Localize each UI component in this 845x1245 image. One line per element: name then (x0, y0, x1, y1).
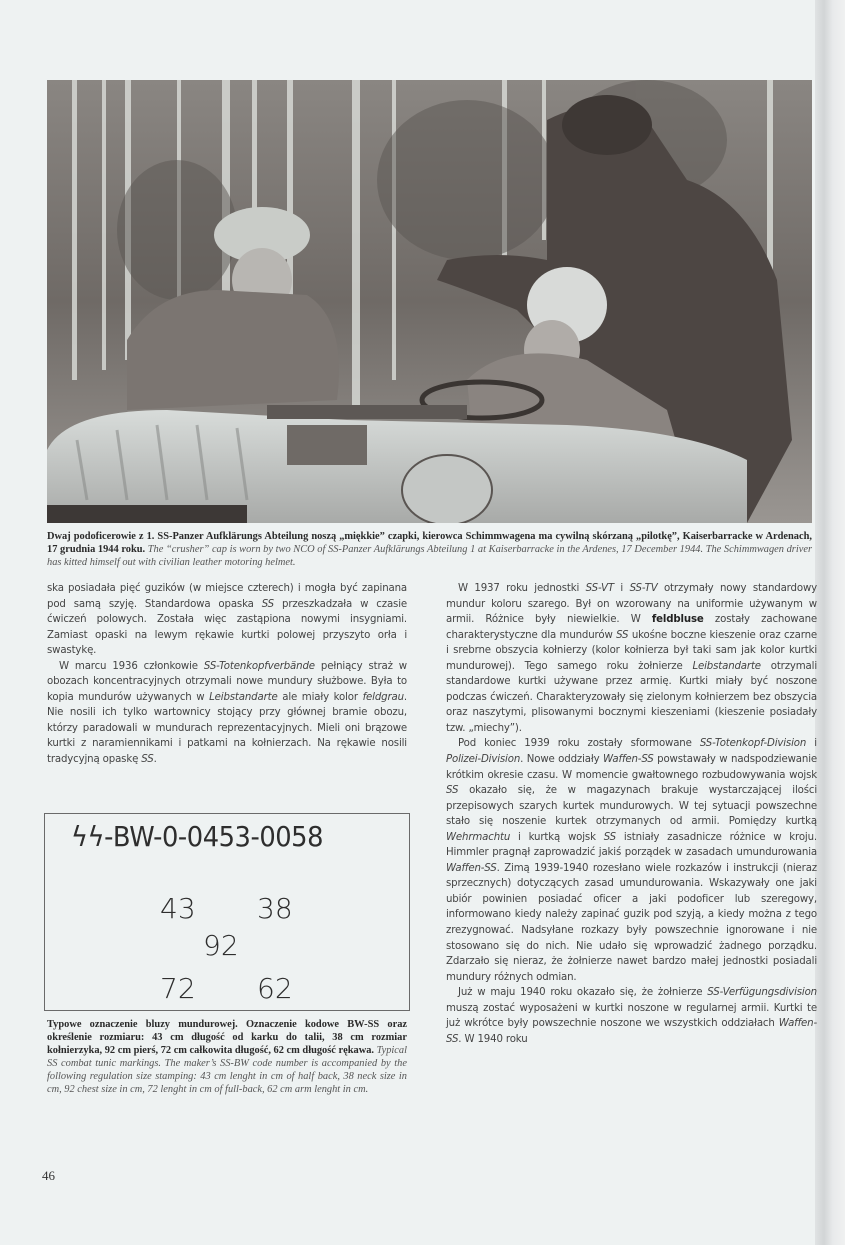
paragraph: W marcu 1936 członkowie SS-Totenkopfverbände pełniący straż w obozach koncentracyjnych otrzymali nowe mundury służbowe. Była to kopia mundurów używanych w Leibstandarte ale miały kolor feldgrau. Nie nosili ich tylko wartownicy stojący przy głównej bramie obozu, którzy paradowali w mundurach reprezentacyjnych. Mieli oni brązowe kurtki z naramiennikami i patkami na kołnierzach. Na rękawie nosili tradycyjną opaskę SS. (47, 660, 407, 766)
left-column (47, 581, 407, 768)
stamp-half-back: 43 (160, 892, 196, 925)
stamp-caption-polish: Typowe oznaczenie bluzy mundurowej. Oznaczenie kodowe BW-SS oraz określenie rozmiaru: 43 cm długość od karku do talii, 38 cm rozmiar kołnierzyka, 92 cm pierś, 72 cm całkowita długość, 62 cm długość rękawa. (47, 1019, 407, 1056)
paragraph: Pod koniec 1939 roku zostały sformowane SS-Totenkopf-Division i Polizei-Division. Nowe oddziały Waffen-SS powstawały w nadspodziewanie krótkim okresie czasu. W momencie gwałtownego rozbudowywania wojsk SS okazało się, że w magazynach brakuje wystarczającej ilości przepisowych szarych kurtek mundurowych. W tej sytuacji powszechne stało się noszenie kurtek otrzymanych od armii. Pomiędzy kurtką Wehrmachtu i kurtką wojsk SS istniały zasadnicze różnice w kroju. Himmler pragnął zaprowadzić jakiś porządek w zasadach umundurowania Waffen-SS. Zimą 1939-1940 rozesłano wiele rozkazów i instrukcji (nieraz sprzecznych) dotyczących zasad umundurowania. Wskazywały one jaki ubiór powinien posiadać oficer a jaki podoficer lub szeregowy, informowano kiedy należy zapinać guzik pod szyją, a kiedy można z tego zrezygnować. Nadsyłane rozkazy były powszechnie ignorowane i nie stosowano się do nich. Nie udało się wprowadzić żadnego porządku. Zdarzało się nieraz, że żołnierze nawet bardzo małej jednostki posiadali mundury różnych odmian. (446, 738, 818, 983)
page-number: 46 (42, 1168, 55, 1183)
right-column (446, 581, 817, 1047)
stamp-caption-english: Typical SS combat tunic markings. The maker’s SS-BW code number is accompanied by the following regulation size stamping: 43 cm lenght in cm of half back, 38 neck size in cm, 92 chest size in cm, 72 lenght in cm of full-back, 62 cm arm lenght in cm. (47, 1045, 408, 1095)
page-edge-binding (815, 0, 845, 1245)
stamp-arm: 62 (257, 972, 293, 1005)
paragraph: Już w maju 1940 roku okazało się, że żołnierze SS-Verfügungsdivision muszą zostać wyposażeni w kurtki noszone w regularnej armii. Kurtki te już wkrótce były powszechnie noszone we wszystkich oddziałach Waffen-SS. W 1940 roku (446, 987, 817, 1045)
stamp-caption (47, 1018, 407, 1096)
stamp-neck: 38 (257, 892, 293, 925)
stamp-chest: 92 (203, 929, 239, 962)
photo-caption-english: The “crusher” cap is worn by two NCO of SS-Panzer Aufklärungs Abteilung 1 at Kaiserbarracke in the Ardenes, 17 December 1944. The Schimmwagen driver has kitted himself out with civilian leather motoring helmet. (47, 544, 812, 568)
paragraph: ska posiadała pięć guzików (w miejsce czterech) i mogła być zapinana pod samą szyję. Standardowa opaska SS przeszkadzała w czasie ćwiczeń polowych. Została więc zastąpiona nowymi insygniami. Zamiast opaski na lewym rękawie kurtki polowej przyszyto orła i swastykę. (47, 583, 408, 657)
stamp-full-back: 72 (160, 972, 196, 1005)
photo-illustration (47, 80, 812, 523)
photograph (47, 80, 812, 523)
photo-caption (47, 530, 812, 569)
tunic-stamp-illustration (44, 813, 410, 1011)
photo-caption-polish: Dwaj podoficerowie z 1. SS-Panzer Aufklärungs Abteilung noszą „miękkie” czapki, kierowca Schimmwagena ma cywilną skórzaną „pilotkę”, Kaiserbarracke w Ardenach, 17 grudnia 1944 roku. (47, 531, 812, 555)
stamp-code: ϟϟ-BW-0-0453-0058 (71, 820, 324, 853)
paragraph: W 1937 roku jednostki SS-VT i SS-TV otrzymały nowy standardowy mundur koloru szarego. Był on wzorowany na uniformie używanym w armii. Różnice były niewielkie. W feldbluse zostały zachowane charakterystyczne dla mundurów SS ukośne boczne kieszenie oraz czarne i srebrne obszycia kołnierzy (kolor kołnierza był taki sam jak kolor kurtki mundurowej). Tego samego roku żołnierze Leibstandarte otrzymali standardowe kurtki używane przez armię. Kurtki miały być noszone podczas ćwiczeń. Charakteryzowały się zielonym kołnierzem bez obszycia oraz naszytymi, plisowanymi bocznymi kieszeniami (kieszenie posiadały tzw. „miechy”). (446, 583, 818, 734)
